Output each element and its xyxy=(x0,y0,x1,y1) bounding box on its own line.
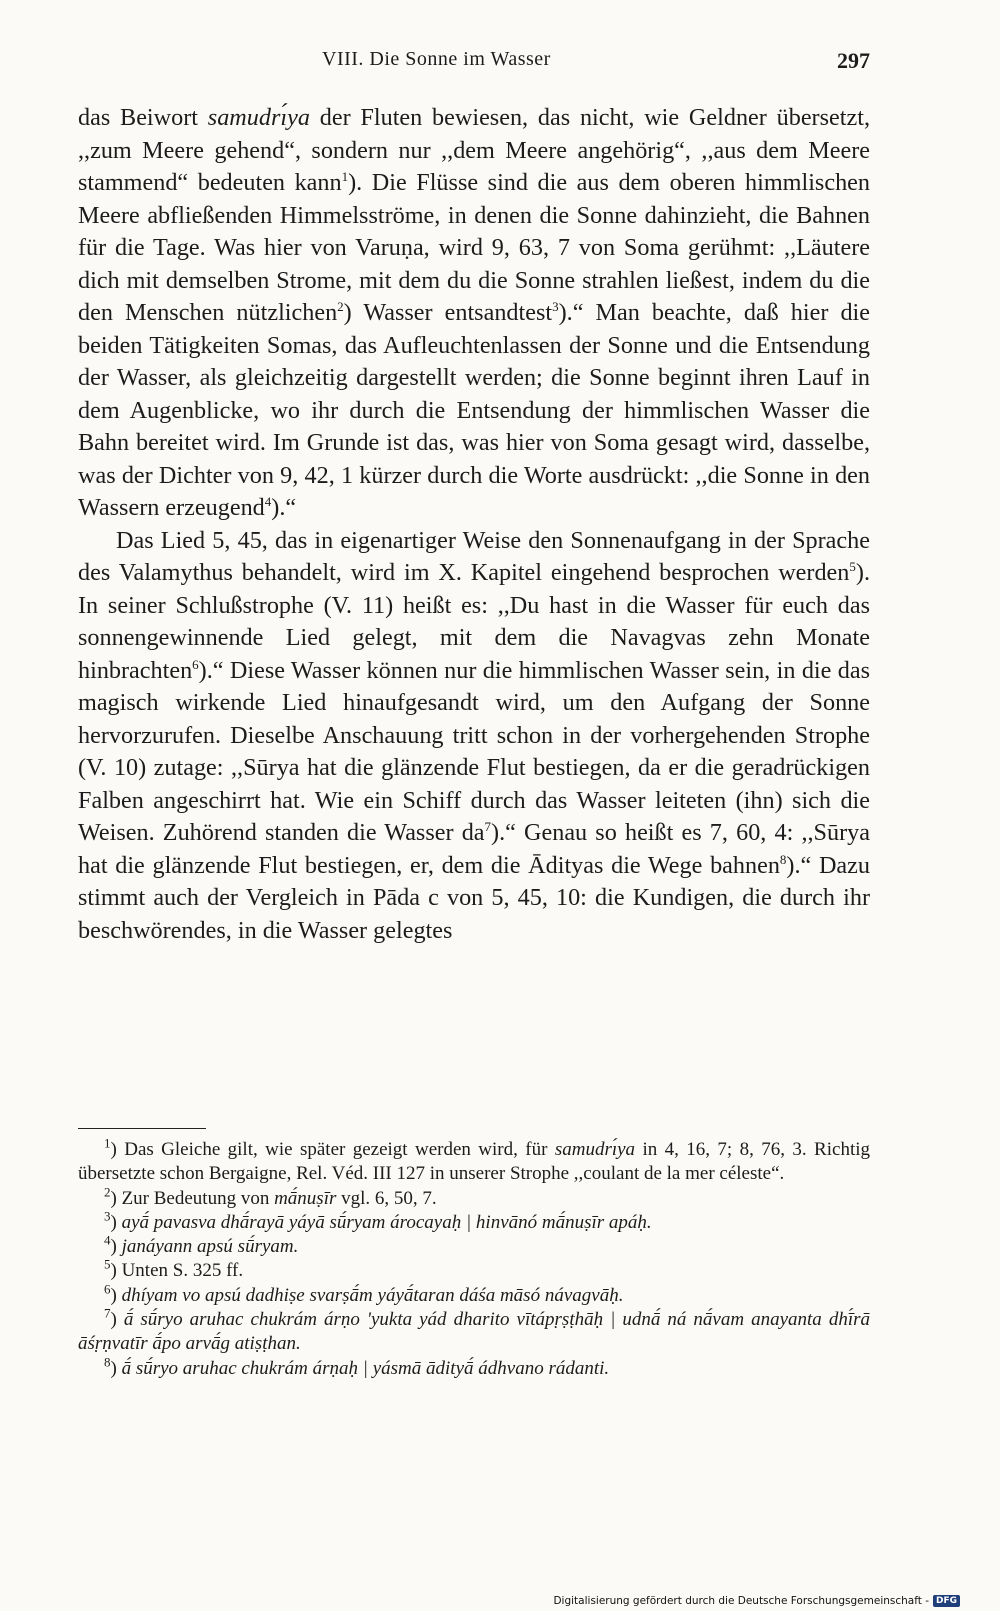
footnotes xyxy=(78,1135,871,1381)
footnote-ref-4[interactable]: 4 xyxy=(264,493,272,509)
footnote-4: $^4$) janáyann apsú sū́ryam. xyxy=(104,1232,299,1258)
page-header xyxy=(78,48,870,88)
footnote-ref-1[interactable]: 1 xyxy=(341,168,349,184)
footnote-1: $^1$) Das Gleiche gilt, wie später gezeigt werden wird, für samudrı́ya in 4, 16, 7; 8, 76, 3. Richtig übersetzte schon Bergaigne, Rel. Véd. III 127 in unserer Strophe ,,coulant de la mer céleste“. xyxy=(78,1135,870,1185)
footnote-ref-5[interactable]: 5 xyxy=(849,558,856,574)
term-samudriya: samudrı́ya xyxy=(207,104,310,131)
footnote-ref-2[interactable]: 2 xyxy=(337,298,344,314)
footnote-2: $^2$) Zur Bedeutung von mā́nuṣīr vgl. 6, 50, 7. xyxy=(104,1184,437,1209)
footnote-ref-3[interactable]: 3 xyxy=(552,298,559,314)
footnote-7: $^7$) ā́ sū́ryo aruhac chukrám árṇo 'yukta yád dharito vītápṛṣṭhāḥ | udnā́ ná nā́vam anayanta dhī́rā āśṛṇvatīr ā́po arvā́g atiṣṭhan. xyxy=(78,1305,871,1355)
dfg-logo: DFG xyxy=(933,1595,960,1607)
paragraph-1: das Beiwort samudrı́ya der Fluten bewiesen, das nicht, wie Geldner übersetzt, ,,zum Meere gehend“, sondern nur ,,dem Meere angehörig“, ,,aus dem Meere stammend“ bedeuten kann$^1$). Die Flüsse sind die aus dem oberen himmlischen Meere abfließenden Himmelsströme, in denen die Sonne dahinzieht, die Bahnen für die Tage. Was hier von Varuṇa, wird 9, 63, 7 von Soma gerühmt: ,,Läutere dich mit demselben Strome, mit dem du die Sonne strahlen ließest, indem du die den Menschen nützlichen$^2$) Wasser entsandtest$^3$).“ Man beachte, daß hier die beiden Tätigkeiten Somas, das Aufleuchtenlassen der Sonne und die Entsendung der Wasser, als gleichzeitig dargestellt werden; die Sonne beginnt ihren Lauf in dem Augenblicke, wo ihr durch die Entsendung der himmlischen Wasser die Bahn bereitet wird. Im Grunde ist das, was hier von Soma gesagt wird, dasselbe, was der Dichter von 9, 42, 1 kürzer durch die Worte ausdrückt: ,,die Sonne in den Wassern erzeugend$^4$).“ xyxy=(78,104,870,521)
running-title: VIII. Die Sonne im Wasser xyxy=(322,48,551,70)
main-text xyxy=(78,102,870,947)
footnote-8: $^8$) ā́ sū́ryo aruhac chukrám árṇaḥ | yásmā ādityā́ ádhvano rádanti. xyxy=(104,1354,610,1379)
footnote-3: $^3$) ayā́ pavasva dhā́rayā yáyā sū́ryam árocayaḥ | hinvānó mā́nuṣīr apáḥ. xyxy=(104,1208,652,1233)
footnote-divider xyxy=(78,1128,206,1129)
footnote-ref-7[interactable]: 7 xyxy=(484,818,492,834)
footnote-ref-8[interactable]: 8 xyxy=(779,851,787,867)
footnote-ref-6[interactable]: 6 xyxy=(192,656,199,672)
paragraph-2: Das Lied 5, 45, das in eigenartiger Weise den Sonnenaufgang in der Sprache des Valamythus behandelt, wird im X. Kapitel eingehend besprochen werden$^5$). In seiner Schlußstrophe (V. 11) heißt es: ,,Du hast in die Wasser für euch das sonnengewinnende Lied gelegt, mit dem die Navagvas zehn Monate hinbrachten$^6$).“ Diese Wasser können nur die himmlischen Wasser sein, in die das magisch wirkende Lied hinaufgesandt wird, um den Aufgang der Sonne hervorzurufen. Dieselbe Anschauung tritt schon in der vorhergehenden Strophe (V. 10) zutage: ,,Sūrya hat die glänzende Flut bestiegen, da er die geradrückigen Falben angeschirrt hat. Wie ein Schiff durch das Wasser leiteten (ihn) sich die Weisen. Zuhörend standen die Wasser $da^7).“$ Genau so heißt es 7, 60, 4: ,,Sūrya hat die glänzende Flut bestiegen, er, dem die Ādityas die Wege bahnen$^8$).“ Dazu stimmt auch der Vergleich in Pāda c von 5, 45, 10: die Kundigen, die durch ihr beschwörendes, in die Wasser gelegtes xyxy=(78,526,870,944)
footnote-5: $^5$) Unten S. 325 ff. xyxy=(104,1257,244,1282)
credit-text: Digitalisierung gefördert durch die Deutsche Forschungsgemeinschaft - xyxy=(553,1595,929,1607)
page-number: 297 xyxy=(837,48,870,73)
footnote-6: $^6$) dhíyam vo apsú dadhiṣe svarṣā́m yáyā́taran dáśa māsó návagvāḥ. xyxy=(104,1281,624,1306)
digitization-credit xyxy=(553,1595,960,1607)
